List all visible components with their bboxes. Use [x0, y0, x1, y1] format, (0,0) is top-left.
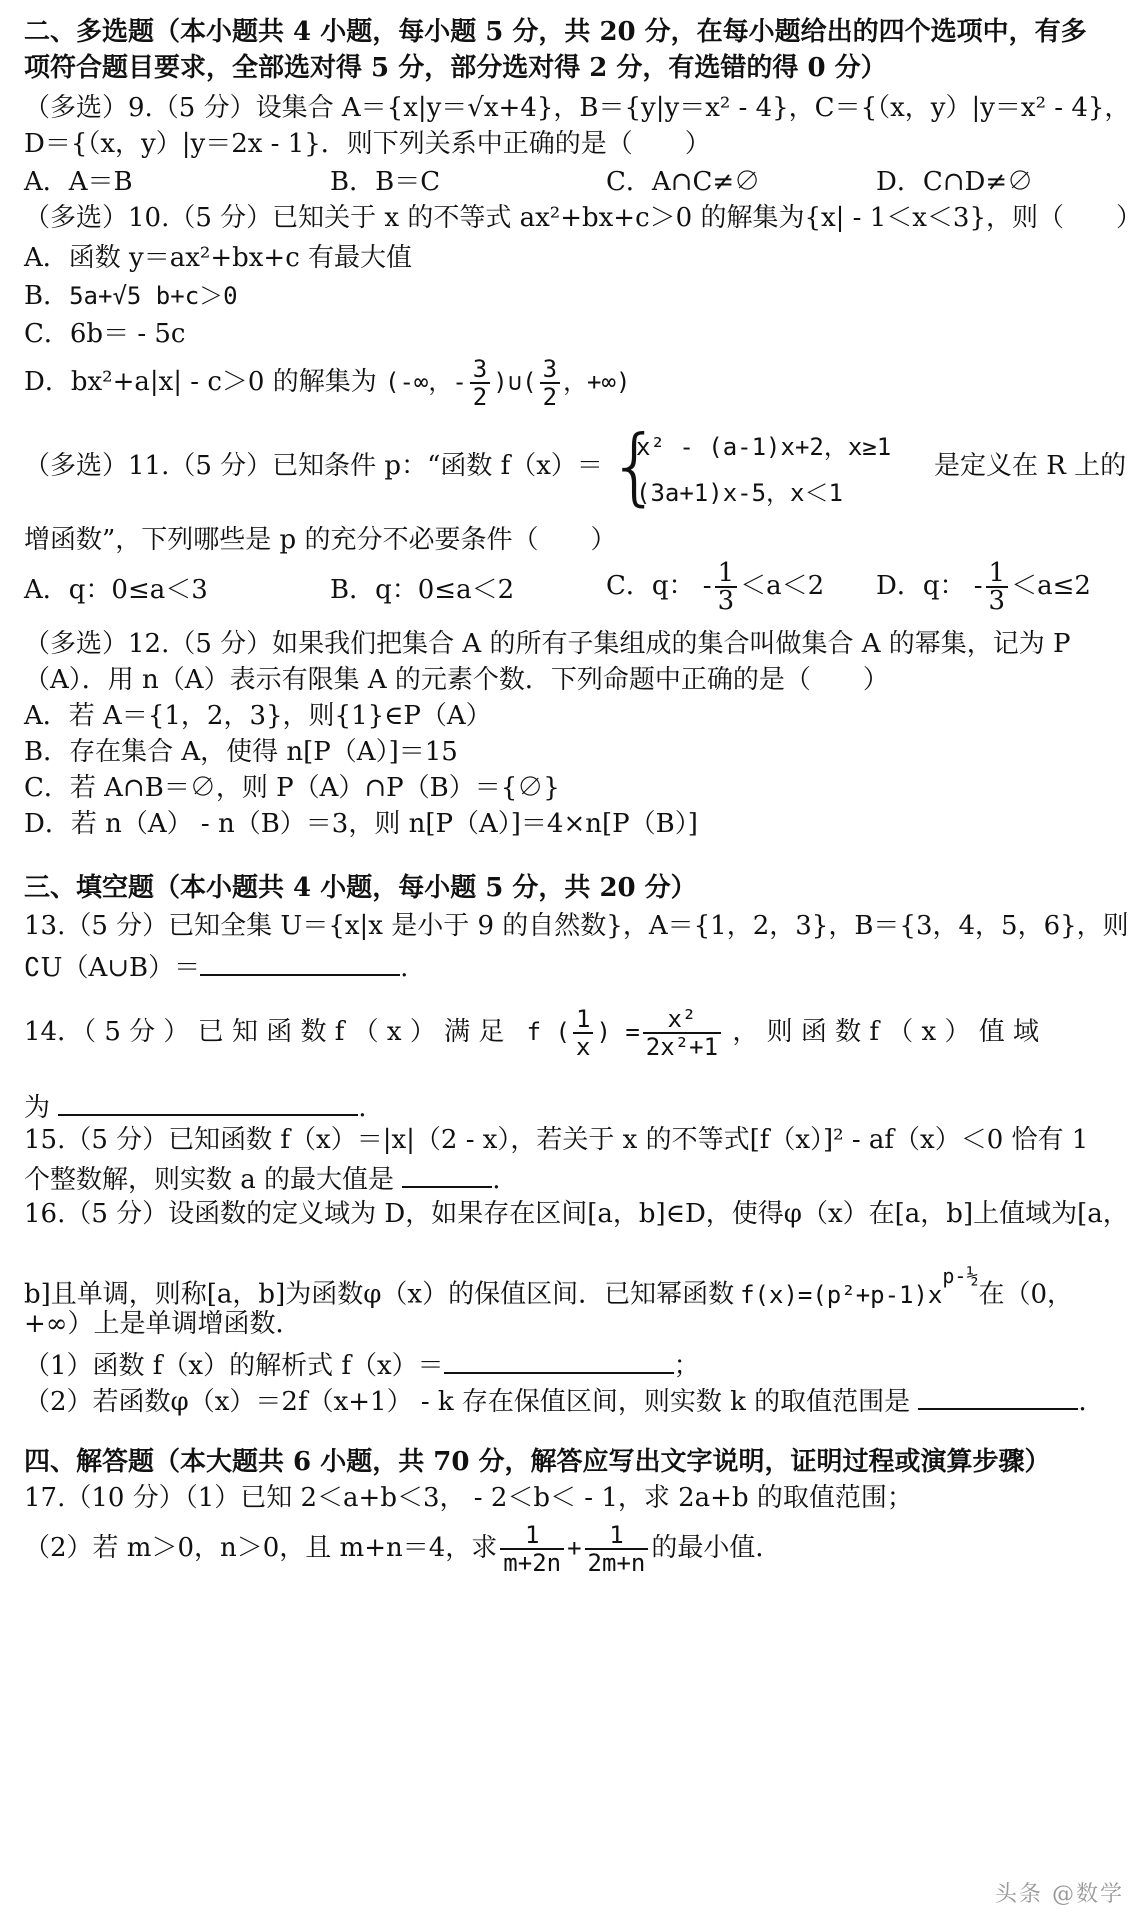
- question-12-option-d: D．若 n（A） - n（B）＝3，则 n[P（A）]＝4×n[P（B）]: [24, 809, 698, 839]
- question-16-exponent: p-½: [942, 1264, 979, 1288]
- fraction-numerator: x²: [643, 1006, 721, 1034]
- question-11-stem-part1: （多选）11.（5 分）已知条件 p：“函数 f（x）＝: [24, 451, 603, 481]
- fraction-numerator: 1: [500, 1522, 564, 1550]
- question-16-formula: f(x)=(p²+p-1)x: [740, 1280, 943, 1309]
- question-16-line2b: 在（0，: [978, 1279, 1074, 1310]
- question-11-option-d: [876, 560, 1091, 614]
- question-12-line1: （多选）12.（5 分）如果我们把集合 A 的所有子集组成的集合叫做集合 A 的幂集，记为 P: [24, 629, 1071, 659]
- fraction-denominator: 3: [988, 586, 1006, 616]
- section-2-header-line2: 项符合题目要求，全部选对得 5 分，部分选对得 2 分，有选错的得 0 分）: [24, 53, 887, 83]
- question-10-option-d-frac-1: [470, 356, 490, 410]
- question-12-option-b: B．存在集合 A，使得 n[P（A）]＝15: [24, 737, 458, 767]
- question-10-option-b-math: 5a+√5 b+c＞0: [69, 282, 238, 310]
- fraction-denominator: x: [575, 1033, 591, 1061]
- question-12-line2: （A）．用 n（A）表示有限集 A 的元素个数．下列命题中正确的是（ ）: [24, 665, 889, 695]
- fraction-denominator: 2: [542, 383, 558, 411]
- fraction-numerator: 3: [470, 356, 490, 384]
- fraction-denominator: m+2n: [503, 1549, 562, 1577]
- question-17-plus: +: [567, 1534, 582, 1562]
- question-11-piece-2: (3a+1)x-5，x＜1: [636, 479, 843, 507]
- question-17-line2: [24, 1522, 781, 1576]
- question-10-stem: （多选）10.（5 分）已知关于 x 的不等式 ax²+bx+c＞0 的解集为{x| - 1＜x＜3}，则（ ）: [24, 203, 1142, 233]
- question-16-line2a: b]且单调，则称[a，b]为函数φ（x）的保值区间．已知幂函数: [24, 1279, 735, 1310]
- question-16-sub2-text: （2）若函数φ（x）＝2f（x+1） - k 存在保值区间，则实数 k 的取值范围是: [24, 1387, 911, 1417]
- question-17-frac-2: [585, 1522, 649, 1576]
- question-11-option-a: A．q：0≤a＜3: [24, 575, 208, 605]
- question-17-line2b: 的最小值．: [651, 1533, 782, 1563]
- question-11-option-d-frac: [986, 560, 1009, 614]
- section-2-header-line1: 二、多选题（本小题共 4 小题，每小题 5 分，共 20 分，在每小题给出的四个选项中，有多: [24, 17, 1087, 47]
- question-11-option-c-frac: [715, 560, 738, 614]
- question-14-line2-text: 为: [24, 1093, 51, 1123]
- question-13-line1: 13.（5 分）已知全集 U＝{x|x 是小于 9 的自然数}，A＝{1，2，3}，B＝{3，4，5，6}，则: [24, 911, 1129, 941]
- question-9-option-c: C．A∩C≠∅: [606, 167, 761, 197]
- question-15-line2-text: 个整数解，则实数 a 的最大值是: [24, 1165, 395, 1195]
- question-15-line1: 15.（5 分）已知函数 f（x）＝|x|（2 - x），若关于 x 的不等式[f（x）]² - af（x）＜0 恰有 1: [24, 1125, 1089, 1155]
- fraction-denominator: 2m+n: [587, 1549, 646, 1577]
- fraction-numerator: 1: [585, 1522, 649, 1550]
- question-14-line2: 为 .: [24, 1086, 367, 1126]
- question-10-option-d-label: D．bx²+a|x| - c＞0 的解集为: [24, 367, 377, 397]
- question-14-f-arg-frac: [573, 1006, 593, 1060]
- question-11-option-c-label: C．q： -: [606, 571, 712, 601]
- question-11-option-d-tail: ＜a≤2: [1011, 571, 1091, 601]
- question-10-option-b: [24, 278, 238, 314]
- question-9-option-b: B．B＝C: [330, 167, 441, 197]
- question-11-option-b: B．q：0≤a＜2: [330, 575, 515, 605]
- answer-blank[interactable]: [200, 946, 400, 976]
- question-11-piece-1: x² - (a-1)x+2，x≥1: [636, 433, 892, 461]
- question-12-option-c: C．若 A∩B＝∅，则 P（A）∩P（B）＝{∅}: [24, 773, 560, 803]
- answer-blank[interactable]: [58, 1086, 358, 1116]
- question-9-option-d: D．C∩D≠∅: [876, 167, 1034, 197]
- question-16-sub1-end: ；: [673, 1351, 700, 1381]
- fraction-numerator: 1: [715, 560, 738, 588]
- section-3-header: 三、填空题（本小题共 4 小题，每小题 5 分，共 20 分）: [24, 873, 697, 903]
- question-14-f-close: ) =: [596, 1018, 640, 1046]
- question-13-line2: ∁U（A∪B）＝ .: [24, 946, 408, 986]
- question-9-line2: D＝{（x，y）|y＝2x - 1}．则下列关系中正确的是（ ）: [24, 129, 711, 159]
- question-17-line2a: （2）若 m＞0，n＞0，且 m+n＝4，求: [24, 1533, 498, 1563]
- fraction-numerator: 3: [540, 356, 560, 384]
- question-10-option-d: [24, 356, 630, 410]
- question-11-option-c: [606, 560, 824, 614]
- question-10-option-c: C．6b＝ - 5c: [24, 319, 186, 349]
- question-16-sub2: [24, 1380, 1104, 1420]
- question-16-line1: 16.（5 分）设函数的定义域为 D，如果存在区间[a，b]∈D，使得φ（x）在[a，b]上值域为[a，: [24, 1199, 1129, 1229]
- question-13-line2-text: ∁U（A∪B）＝: [24, 953, 201, 983]
- question-10-option-b-label: B．: [24, 281, 70, 311]
- question-12-option-a: A．若 A＝{1，2，3}，则{1}∈P（A）: [24, 701, 492, 731]
- answer-blank[interactable]: [918, 1380, 1078, 1410]
- question-9-option-a: A．A＝B: [24, 167, 133, 197]
- question-14-line1: [24, 1006, 1039, 1060]
- fraction-numerator: 1: [573, 1006, 593, 1034]
- question-11-stem-part3: 增函数”，下列哪些是 p 的充分不必要条件（ ）: [24, 525, 617, 555]
- section-4-header: 四、解答题（本大题共 6 小题，共 70 分，解答应写出文字说明，证明过程或演算步骤）: [24, 1447, 1051, 1477]
- answer-blank[interactable]: [444, 1344, 674, 1374]
- question-10-option-d-frac-2: [540, 356, 560, 410]
- question-14-rhs-frac: [643, 1006, 721, 1060]
- question-14-head: 14．（ 5 分 ） 已 知 函 数 f （ x ） 满 足: [24, 1017, 505, 1047]
- question-11-stem-part2: 是定义在 R 上的: [934, 451, 1127, 481]
- question-14-f-open: f (: [526, 1018, 570, 1046]
- watermark: 头条 @数学: [995, 1882, 1124, 1907]
- fraction-numerator: 1: [986, 560, 1009, 588]
- answer-blank[interactable]: [402, 1158, 492, 1188]
- question-9-line1: （多选）9.（5 分）设集合 A＝{x|y＝√x+4}，B＝{y|y＝x² - 4}，C＝{（x，y）|y＝x² - 4}，: [24, 93, 1131, 123]
- question-11-option-c-tail: ＜a＜2: [740, 571, 825, 601]
- question-14-tail: ， 则 函 数 f （ x ） 值 域: [732, 1017, 1039, 1047]
- fraction-denominator: 2: [472, 383, 488, 411]
- question-10-option-d-math-1: (-∞，-: [385, 368, 467, 396]
- piecewise-brace: {: [608, 417, 662, 515]
- question-10-option-d-math-3: ，+∞): [563, 368, 631, 396]
- question-11-option-d-label: D．q： -: [876, 571, 983, 601]
- question-17-line1: 17.（10 分）（1）已知 2＜a+b＜3， - 2＜b＜ - 1，求 2a+b 的取值范围；: [24, 1483, 913, 1513]
- question-10-option-a: A．函数 y＝ax²+bx+c 有最大值: [24, 243, 413, 273]
- question-15-line2: 个整数解，则实数 a 的最大值是 .: [24, 1158, 501, 1198]
- question-10-option-d-math-2: )∪(: [493, 368, 537, 396]
- question-17-frac-1: [500, 1522, 564, 1576]
- question-16-sub1: [24, 1344, 700, 1384]
- question-16-sub1-text: （1）函数 f（x）的解析式 f（x）＝: [24, 1351, 444, 1381]
- fraction-denominator: 2x²+1: [645, 1033, 719, 1061]
- question-16-line3: +∞）上是单调增函数．: [24, 1309, 302, 1339]
- question-16-sub2-end: ．: [1078, 1387, 1105, 1417]
- fraction-denominator: 3: [717, 586, 735, 616]
